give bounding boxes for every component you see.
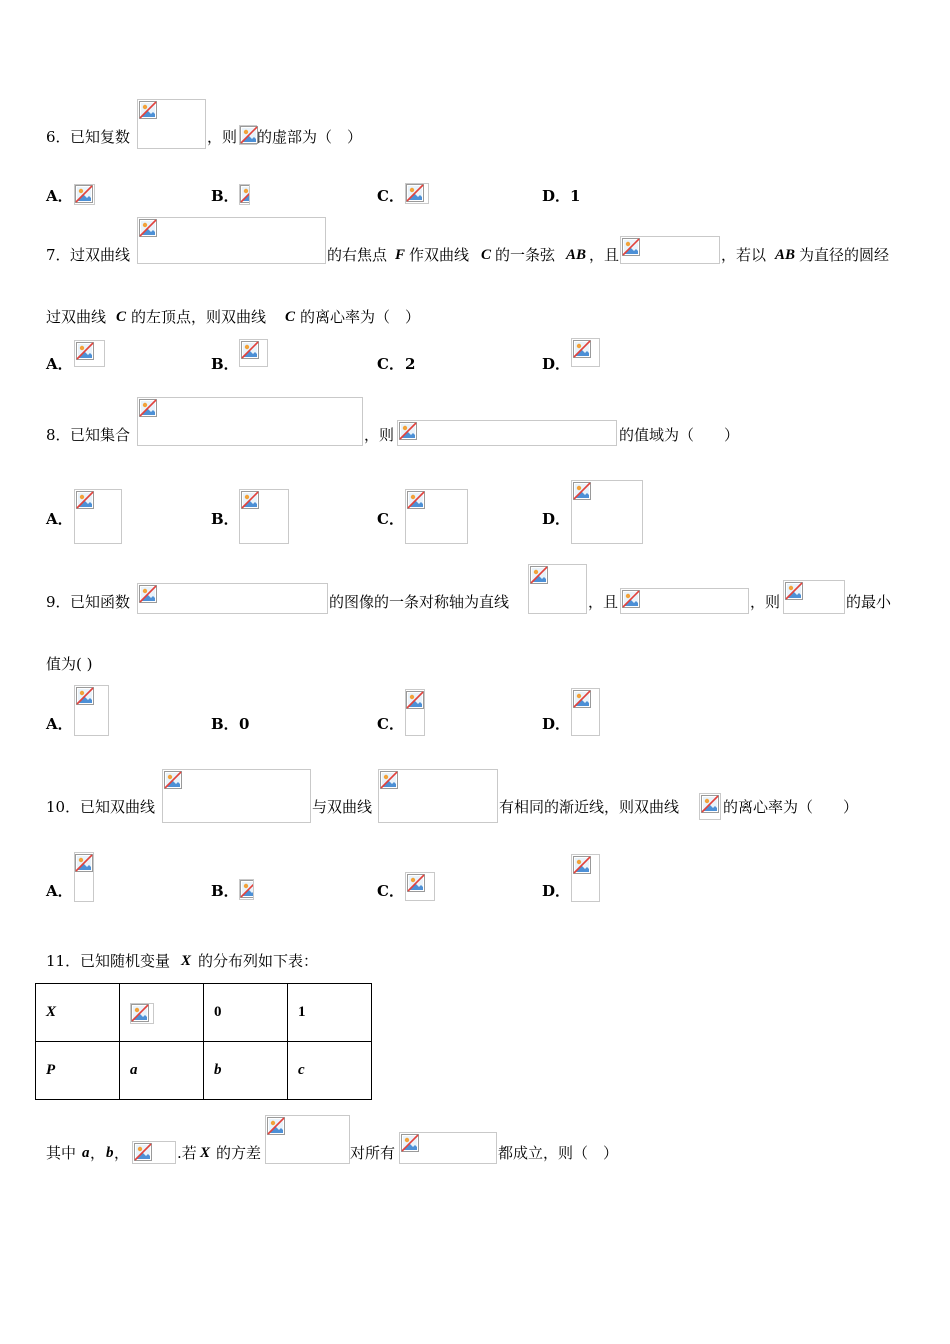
- q7-line2-text-2: 的左顶点，则双曲线: [131, 308, 267, 326]
- broken-image-icon: [701, 795, 719, 813]
- q10-text-3: 有相同的渐近线，则双曲线: [499, 798, 680, 816]
- broken-image-icon: [164, 771, 182, 789]
- q8-formula-image-2: [397, 420, 617, 446]
- q7-text-2: 的右焦点: [327, 246, 388, 264]
- q9-option-b-value: 0: [239, 715, 250, 733]
- q9-formula-image-2: [528, 564, 587, 614]
- q11-line2-text-3: 的方差: [216, 1144, 262, 1162]
- q11-comma-2: ，: [114, 1144, 130, 1162]
- broken-image-icon: [380, 771, 398, 789]
- broken-image-icon: [139, 585, 157, 603]
- broken-image-icon: [131, 1004, 149, 1022]
- q11-line2-symbol-x: X: [200, 1145, 211, 1161]
- broken-image-icon: [139, 219, 157, 237]
- q10-option-b-image: [239, 879, 254, 900]
- q6-option-b-image: [239, 184, 250, 205]
- broken-image-icon: [573, 856, 591, 874]
- broken-image-icon: [530, 566, 548, 584]
- q11-text-2: 的分布列如下表：: [198, 952, 319, 970]
- broken-image-icon: [622, 238, 640, 256]
- q11-line2-text-1: 其中: [46, 1144, 77, 1162]
- q6-number: 6．: [46, 128, 71, 146]
- broken-image-icon: [76, 342, 94, 360]
- q8-option-a-image: [74, 489, 122, 544]
- q6-formula-image-2: [239, 125, 257, 145]
- q11-line2-text-4: 对所有: [350, 1144, 396, 1162]
- broken-image-icon: [76, 687, 94, 705]
- q9-text-4: ，则: [750, 593, 781, 611]
- q11-text-1: 已知随机变量: [80, 952, 171, 970]
- broken-image-icon: [240, 185, 250, 203]
- q7-line2-text-1: 过双曲线: [46, 308, 107, 326]
- q6-text-2: ，则: [207, 128, 238, 146]
- q9-formula-image-4: [783, 580, 845, 614]
- broken-image-icon: [573, 482, 591, 500]
- q6-option-d-label: D．: [542, 187, 571, 205]
- q6-option-d-value: 1: [570, 187, 581, 205]
- table-cell: X: [36, 984, 120, 1042]
- q9-option-b-label: B．: [211, 715, 239, 733]
- q7-symbol-ab-2: AB: [775, 247, 796, 263]
- q8-text-1: 已知集合: [70, 426, 131, 444]
- q9-line2: 值为( ): [46, 655, 93, 673]
- q11-symbol-b: b: [106, 1145, 114, 1161]
- q8-text-3: 的值域为（ ）: [619, 426, 740, 444]
- q11-formula-image-3: [399, 1132, 497, 1164]
- q10-text-1: 已知双曲线: [80, 798, 156, 816]
- q8-option-b-image: [239, 489, 289, 544]
- q7-option-a-image: [74, 340, 105, 367]
- q7-line2-text-3: 的离心率为（ ）: [300, 308, 421, 326]
- q8-option-a-label: A．: [46, 510, 73, 528]
- q10-formula-image: [162, 769, 311, 823]
- broken-image-icon: [785, 582, 803, 600]
- q10-number: 10．: [46, 798, 81, 816]
- broken-image-icon: [406, 691, 424, 709]
- q7-line2-symbol-c: C: [116, 309, 127, 325]
- q7-formula-image-2: [620, 236, 720, 264]
- broken-image-icon: [240, 880, 254, 898]
- q7-symbol-f: F: [395, 247, 406, 263]
- broken-image-icon: [240, 126, 258, 144]
- q9-option-c-label: C．: [377, 715, 404, 733]
- table-cell: 1: [288, 984, 372, 1042]
- q10-option-d-label: D．: [542, 882, 571, 900]
- broken-image-icon: [75, 185, 93, 203]
- broken-image-icon: [573, 690, 591, 708]
- q10-option-a-label: A．: [46, 882, 73, 900]
- q7-option-b-label: B．: [211, 355, 239, 373]
- table-cell: 0: [204, 984, 288, 1042]
- broken-image-icon: [406, 184, 424, 202]
- q7-option-b-image: [239, 339, 268, 367]
- table-formula-image: [130, 1003, 154, 1024]
- q8-option-d-label: D．: [542, 510, 571, 528]
- q10-text-2: 与双曲线: [312, 798, 373, 816]
- q7-number: 7．: [46, 246, 71, 264]
- broken-image-icon: [134, 1143, 152, 1161]
- q6-formula-image: [137, 99, 206, 149]
- q9-text-2: 的图像的一条对称轴为直线: [329, 593, 510, 611]
- q7-option-d-label: D．: [542, 355, 571, 373]
- q6-option-c-image: [405, 183, 429, 204]
- q7-option-c-label: C．: [377, 355, 404, 373]
- q7-option-d-image: [571, 338, 600, 367]
- q7-text-4: 的一条弦: [495, 246, 556, 264]
- q6-option-c-label: C．: [377, 187, 404, 205]
- q9-option-d-image: [571, 688, 600, 736]
- q6-text-3: 的虚部为（ ）: [257, 128, 363, 146]
- q8-option-b-label: B．: [211, 510, 239, 528]
- broken-image-icon: [267, 1117, 285, 1135]
- q11-comma-1: ，: [90, 1144, 106, 1162]
- q10-option-c-image: [405, 872, 435, 901]
- q7-option-c-value: 2: [405, 355, 416, 373]
- q8-option-d-image: [571, 480, 643, 544]
- q8-option-c-image: [405, 489, 468, 544]
- table-row: [36, 1042, 372, 1100]
- broken-image-icon: [75, 854, 93, 872]
- q11-formula-image: [132, 1141, 176, 1164]
- q9-option-a-label: A．: [46, 715, 73, 733]
- q8-text-2: ，则: [364, 426, 395, 444]
- q10-formula-image-3: [699, 793, 721, 820]
- q11-line2-text-2: .若: [177, 1144, 197, 1162]
- broken-image-icon: [401, 1134, 419, 1152]
- q9-option-c-image: [405, 689, 425, 736]
- q11-symbol-a: a: [82, 1145, 90, 1161]
- q7-formula-image: [137, 217, 326, 264]
- broken-image-icon: [241, 491, 259, 509]
- distribution-table: [35, 983, 372, 1100]
- broken-image-icon: [241, 341, 259, 359]
- q7-line2-symbol-c-2: C: [285, 309, 296, 325]
- broken-image-icon: [139, 399, 157, 417]
- q10-option-d-image: [571, 854, 600, 902]
- table-cell-image: [120, 984, 204, 1042]
- q9-number: 9．: [46, 593, 71, 611]
- q9-text-5: 的最小: [846, 593, 892, 611]
- q6-text-1: 已知复数: [70, 128, 131, 146]
- q8-formula-image: [137, 397, 363, 446]
- q7-symbol-ab: AB: [566, 247, 587, 263]
- broken-image-icon: [76, 491, 94, 509]
- broken-image-icon: [139, 101, 157, 119]
- table-cell: P: [36, 1042, 120, 1100]
- q10-formula-image-2: [378, 769, 498, 823]
- table-cell: c: [288, 1042, 372, 1100]
- table-cell: b: [204, 1042, 288, 1100]
- q11-number: 11．: [46, 952, 81, 970]
- q7-text-5: ，且: [589, 246, 620, 264]
- q10-option-a-image: [74, 852, 94, 902]
- q6-option-b-label: B．: [211, 187, 239, 205]
- q9-formula-image: [137, 583, 328, 614]
- q10-option-b-label: B．: [211, 882, 239, 900]
- q7-text-3: 作双曲线: [409, 246, 470, 264]
- q8-number: 8．: [46, 426, 71, 444]
- q7-symbol-c: C: [481, 247, 492, 263]
- q10-text-4: 的离心率为（ ）: [723, 798, 859, 816]
- broken-image-icon: [573, 340, 591, 358]
- table-row: [36, 984, 372, 1042]
- q9-option-a-image: [74, 685, 109, 736]
- q8-option-c-label: C．: [377, 510, 404, 528]
- q7-text-1: 过双曲线: [70, 246, 131, 264]
- q11-symbol-x: X: [181, 953, 192, 969]
- broken-image-icon: [622, 590, 640, 608]
- q7-option-a-label: A．: [46, 355, 73, 373]
- q9-text-3: ，且: [588, 593, 619, 611]
- broken-image-icon: [407, 491, 425, 509]
- broken-image-icon: [399, 422, 417, 440]
- q6-option-a-label: A．: [46, 187, 73, 205]
- q7-text-7: 为直径的圆经: [799, 246, 890, 264]
- q7-text-6: ，若以: [721, 246, 767, 264]
- table-cell: a: [120, 1042, 204, 1100]
- q9-formula-image-3: [620, 588, 749, 614]
- q11-formula-image-2: [265, 1115, 350, 1164]
- q9-option-d-label: D．: [542, 715, 571, 733]
- q9-text-1: 已知函数: [70, 593, 131, 611]
- q11-line2-text-5: 都成立，则（ ）: [498, 1144, 619, 1162]
- broken-image-icon: [407, 874, 425, 892]
- q10-option-c-label: C．: [377, 882, 404, 900]
- q6-option-a-image: [74, 184, 95, 205]
